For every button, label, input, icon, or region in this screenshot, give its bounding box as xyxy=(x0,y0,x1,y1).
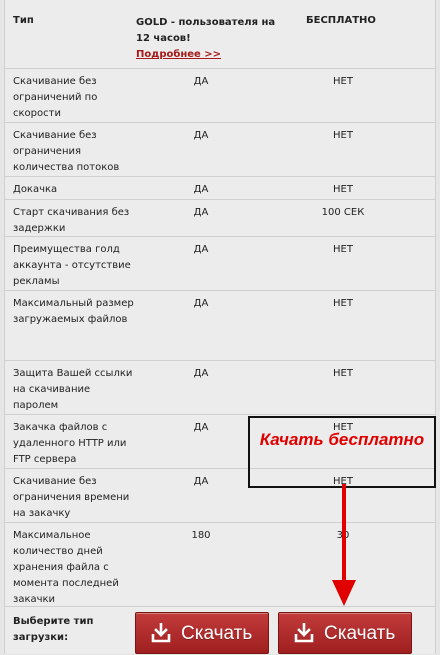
free-cell: НЕТ xyxy=(333,368,353,379)
annotation-arrow-icon xyxy=(320,482,370,612)
free-download-button[interactable] xyxy=(278,612,412,654)
gold-cell: ДА xyxy=(193,368,209,379)
free-cell: НЕТ xyxy=(333,422,353,433)
free-download-label: Скачать xyxy=(324,623,396,644)
free-cell: НЕТ xyxy=(333,476,353,487)
annotation-text: Качать бесплатно xyxy=(259,430,425,449)
gold-cell: ДА xyxy=(193,76,209,87)
gold-download-label: Скачать xyxy=(181,623,253,644)
header-gold xyxy=(136,15,286,63)
free-cell: 30 xyxy=(336,530,350,541)
free-cell: НЕТ xyxy=(333,130,353,141)
comparison-table xyxy=(4,0,436,654)
download-type-row xyxy=(5,606,435,655)
table-row xyxy=(5,290,435,361)
feature-cell: Защита Вашей ссылки на скачивание паролем xyxy=(13,368,133,411)
free-cell: НЕТ xyxy=(333,244,353,255)
download-type-label: Выберите тип загрузки: xyxy=(13,616,94,643)
gold-cell: ДА xyxy=(193,130,209,141)
feature-cell: Максимальный размер загружаемых файлов xyxy=(13,298,134,325)
feature-cell: Преимущества голд аккаунта - отсутствие рекламы xyxy=(13,244,131,287)
gold-cell: ДА xyxy=(193,422,209,433)
table-row xyxy=(5,522,435,607)
gold-cell: ДА xyxy=(193,298,209,309)
gold-download-button[interactable] xyxy=(135,612,269,654)
feature-cell: Скачивание без ограничений по скорости xyxy=(13,76,98,119)
feature-cell: Скачивание без ограничения времени на закачку xyxy=(13,476,130,519)
table-row xyxy=(5,122,435,176)
table-row xyxy=(5,199,435,237)
free-cell: НЕТ xyxy=(333,298,353,309)
table-row xyxy=(5,68,435,122)
table-row xyxy=(5,360,435,415)
download-icon xyxy=(294,623,314,643)
table-header xyxy=(5,0,435,68)
header-free: БЕСПЛАТНО xyxy=(306,15,376,26)
free-cell: НЕТ xyxy=(333,184,353,195)
free-cell: 100 СЕК xyxy=(321,207,365,218)
feature-cell: Старт скачивания без задержки xyxy=(13,207,130,234)
feature-cell: Максимальное количество дней хранения файла с момента последней закачки xyxy=(13,530,119,605)
download-icon xyxy=(151,623,171,643)
header-gold-title: GOLD - пользователя на 12 часов! xyxy=(136,17,276,44)
feature-cell: Скачивание без ограничения количества потоков xyxy=(13,130,120,173)
more-info-link[interactable]: Подробнее >> xyxy=(136,49,222,60)
feature-cell: Докачка xyxy=(13,184,58,195)
gold-cell: ДА xyxy=(193,244,209,255)
feature-cell: Закачка файлов с удаленного HTTP или FTP сервера xyxy=(13,422,127,465)
header-type: Тип xyxy=(13,15,34,26)
table-row xyxy=(5,236,435,291)
free-cell: НЕТ xyxy=(333,76,353,87)
gold-cell: 180 xyxy=(191,530,211,541)
gold-cell: ДА xyxy=(193,207,209,218)
gold-cell: ДА xyxy=(193,476,209,487)
annotation-box xyxy=(248,416,436,488)
gold-cell: ДА xyxy=(193,184,209,195)
table-row xyxy=(5,176,435,200)
